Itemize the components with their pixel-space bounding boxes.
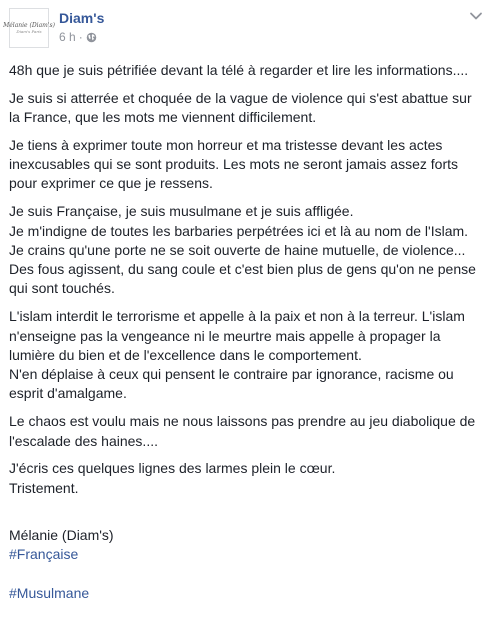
- post-paragraph: L'islam interdit le terrorisme et appelle à la paix et non à la terreur. L'islam n'enseigne pas la vengeance ni le meurtre mais appelle à propager la lumière du bien et de l'excellence dans le comportement. N'en déplaise à ceux qui pensent le contraire par ignorance, racisme ou esprit d'amalgame.: [9, 308, 465, 402]
- post-paragraph: Je suis si atterrée et choquée de la vague de violence qui s'est abattue sur la France, que les mots me viennent difficilement.: [9, 89, 472, 126]
- signature-text: Mélanie (Diam's): [9, 526, 114, 543]
- post-paragraph: J'écris ces quelques lignes des larmes plein le cœur. Tristement.: [9, 460, 336, 496]
- author-name[interactable]: Diam's: [59, 10, 105, 26]
- chevron-down-icon[interactable]: [468, 10, 484, 22]
- post-paragraph: Je suis Française, je suis musulmane et je suis affligée. Je m'indigne de toutes les barbaries perpétrées ici et là au nom de l'Islam. Je crains qu'une porte ne se soit ouverte de haine mutuelle, de violence... Des fous agissent, du sang coule et c'est bien plus de gens qu'on ne pense qui sont touchés.: [9, 203, 476, 297]
- post-signature: [9, 506, 485, 622]
- post-body: [9, 61, 485, 622]
- post-paragraph: Le chaos est voulu mais ne nous laissons pas prendre au jeu diabolique de l'escalade des haines....: [9, 413, 476, 449]
- dot-separator: ·: [78, 30, 83, 44]
- avatar[interactable]: [3, 8, 55, 48]
- hashtag-musulmane[interactable]: #Musulmane: [9, 584, 90, 601]
- chevron-down-glyph: [470, 12, 482, 20]
- post-paragraph: Je tiens à exprimer toute mon horreur et ma tristesse devant les actes inexcusables qui se sont produits. Les mots ne seront jamais assez forts pour exprimer ce que je ressens.: [9, 136, 458, 192]
- post-timestamp[interactable]: 6 h: [59, 30, 76, 44]
- globe-icon[interactable]: [86, 32, 97, 43]
- post-meta: [59, 30, 97, 44]
- post-header: [3, 8, 484, 48]
- avatar-text-sub: Diam's Paris: [16, 29, 42, 34]
- avatar-text-name: Mélanie (Diam's): [3, 22, 55, 29]
- post-paragraph: 48h que je suis pétrifiée devant la télé à regarder et lire les informations....: [9, 62, 469, 78]
- hashtag-francaise[interactable]: #Française: [9, 546, 79, 563]
